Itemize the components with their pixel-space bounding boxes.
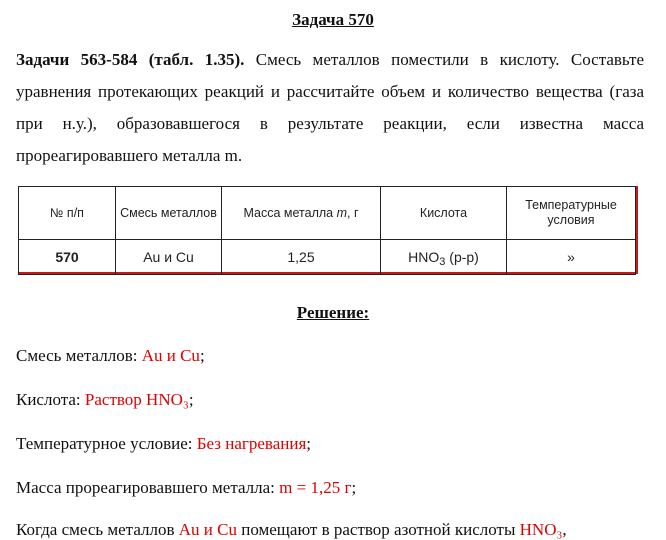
header-num: № п/п [19,187,116,240]
task-reference: Задачи 563-584 (табл. 1.35). [16,50,245,69]
header-mass-unit: , г [347,205,359,220]
solution-title: Решение: [296,303,370,322]
header-temp: Температурные условия [507,187,636,240]
table-row [19,240,636,275]
cell-acid-subscript: 3 [439,256,446,268]
solution-line-metals [16,346,205,366]
solution-line-temperature [16,434,311,454]
line-value: HNO₃ [519,520,563,539]
solution-line-acid [16,390,194,410]
line-text: помещают в раствор азотной кислоты [236,520,520,539]
line-end: ; [351,478,357,497]
line-value: Au и Cu [141,346,200,365]
header-mass-var: m [336,205,347,220]
parameters-table-frame [18,186,638,274]
header-acid: Кислота [381,187,507,240]
parameters-table [18,186,636,275]
line-value: Au и Cu [178,520,237,539]
line-text: , [562,520,567,539]
line-end: ; [188,390,194,409]
line-label: Смесь металлов: [16,346,142,365]
line-end: ; [199,346,205,365]
cell-mix: Au и Cu [116,240,222,275]
cell-acid-formula: HNO [408,249,440,265]
cell-num: 570 [19,240,116,275]
line-value: Раствор HNO₃ [84,390,189,409]
task-title: Задача 570 [292,10,374,29]
task-text: Смесь металлов поместили в кислоту. Составьте уравнения протекающих реакций и рассчитайте объем и количество вещества (газа при н.у.), образовавшегося в результате реакции, если известна масса прореагировавшего металла m. [16,50,644,165]
solution-line-reaction-start [16,520,567,540]
line-end: ; [306,434,312,453]
line-label: Температурное условие: [16,434,197,453]
task-statement [16,44,644,172]
cell-temp: » [507,240,636,275]
line-value: Без нагревания [196,434,307,453]
line-label: Масса прореагировавшего металла: [16,478,280,497]
line-label: Кислота: [16,390,85,409]
cell-acid [381,240,507,275]
cell-acid-note: (р-р) [445,249,479,265]
header-mass-text: Масса металла [243,205,337,220]
line-text: Когда смесь металлов [16,520,179,539]
solution-line-mass [16,478,356,498]
header-mix: Смесь металлов [116,187,222,240]
line-value: m = 1,25 г [279,478,352,497]
header-mass [222,187,381,240]
table-header-row [19,187,636,240]
cell-mass: 1,25 [222,240,381,275]
